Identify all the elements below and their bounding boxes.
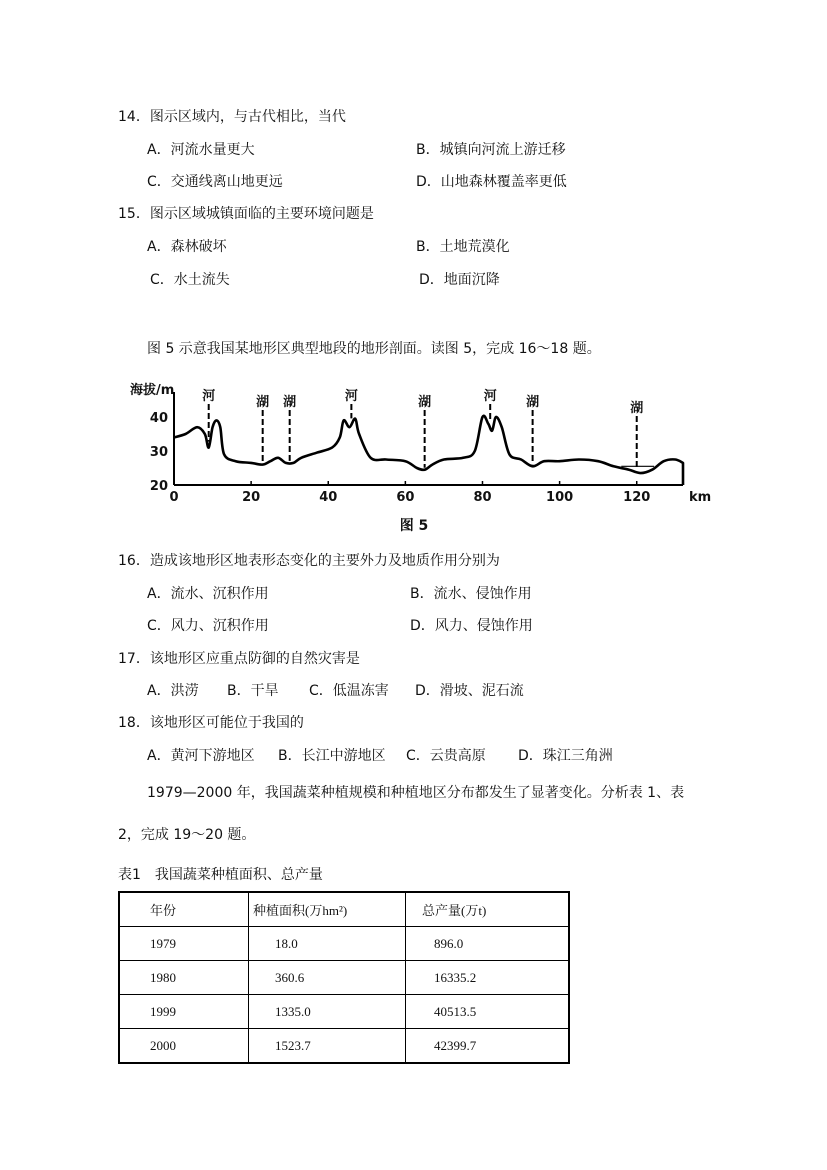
table-cell-area: 1335.0 [249, 995, 406, 1029]
lake-label: 湖 [418, 395, 432, 410]
river-label: 河 [202, 389, 216, 404]
q18-option-c: C．云贵高原 [406, 748, 486, 764]
q17-option-b: B．干旱 [227, 683, 279, 699]
table-row [119, 927, 569, 961]
q18-option-d: D．珠江三角洲 [518, 748, 613, 764]
q14-option-c: C．交通线离山地更远 [147, 174, 283, 190]
table-cell-year: 1979 [119, 927, 249, 961]
terrain-profile-chart [130, 378, 720, 538]
table-cell-area: 1523.7 [249, 1029, 406, 1064]
q15-stem: 15．图示区域城镇面临的主要环境问题是 [118, 206, 374, 222]
x-tick-label: 120 [623, 490, 651, 505]
terrain-profile-line [174, 416, 683, 485]
x-tick-label: 100 [546, 490, 574, 505]
y-tick-label: 40 [149, 411, 168, 426]
q16-option-d: D．风力、侵蚀作用 [410, 618, 533, 634]
figure5-caption: 图 5 [399, 518, 429, 534]
table-header-year: 年份 [119, 892, 249, 927]
x-tick-label: 60 [396, 490, 415, 505]
table-cell-year: 1999 [119, 995, 249, 1029]
river-label: 河 [483, 389, 497, 404]
table-row [119, 1029, 569, 1064]
x-tick-label: 0 [169, 490, 179, 505]
q18-option-a: A．黄河下游地区 [147, 748, 255, 764]
y-axis-label: 海拔/m [130, 383, 175, 398]
q18-stem: 18．该地形区可能位于我国的 [118, 715, 304, 731]
q14-stem: 14．图示区域内，与古代相比，当代 [118, 109, 346, 125]
table-cell-output: 16335.2 [406, 961, 570, 995]
table-intro-line1: 1979—2000 年，我国蔬菜种植规模和种植地区分布都发生了显著变化。分析表 1、表 [147, 785, 685, 801]
lake-label: 湖 [526, 395, 540, 410]
table-header-area: 种植面积(万hm²) [249, 892, 406, 927]
y-tick-label: 30 [149, 445, 168, 460]
q15-option-a: A．森林破坏 [147, 239, 227, 255]
y-tick-label: 20 [149, 479, 168, 494]
table-header-row [119, 892, 569, 927]
q15-option-d: D．地面沉降 [419, 272, 500, 288]
lake-label: 湖 [283, 395, 297, 410]
table1 [118, 891, 570, 1064]
table1-caption: 表1 我国蔬菜种植面积、总产量 [118, 867, 323, 883]
table-row [119, 995, 569, 1029]
q17-option-d: D．滑坡、泥石流 [415, 683, 524, 699]
q15-option-c: C．水土流失 [150, 272, 230, 288]
q14-option-d: D．山地森林覆盖率更低 [416, 174, 567, 190]
q17-option-c: C．低温冻害 [309, 683, 389, 699]
x-axis-unit: km [689, 490, 712, 505]
table-row [119, 961, 569, 995]
table-cell-year: 1980 [119, 961, 249, 995]
q18-option-b: B．长江中游地区 [278, 748, 386, 764]
x-tick-label: 40 [319, 490, 338, 505]
table-cell-area: 360.6 [249, 961, 406, 995]
q17-stem: 17．该地形区应重点防御的自然灾害是 [118, 651, 360, 667]
q14-option-a: A．河流水量更大 [147, 142, 255, 158]
table-cell-output: 896.0 [406, 927, 570, 961]
x-tick-label: 20 [242, 490, 261, 505]
q17-option-a: A．洪涝 [147, 683, 199, 699]
table-cell-area: 18.0 [249, 927, 406, 961]
x-tick-label: 80 [473, 490, 492, 505]
q16-option-c: C．风力、沉积作用 [147, 618, 269, 634]
table-header-output: 总产量(万t) [406, 892, 570, 927]
q16-option-a: A．流水、沉积作用 [147, 586, 269, 602]
q16-option-b: B．流水、侵蚀作用 [410, 586, 532, 602]
figure5-intro: 图 5 示意我国某地形区典型地段的地形剖面。读图 5，完成 16～18 题。 [147, 341, 601, 357]
lake-label: 湖 [256, 395, 270, 410]
q15-option-b: B．土地荒漠化 [416, 239, 510, 255]
table-cell-output: 42399.7 [406, 1029, 570, 1064]
table-cell-year: 2000 [119, 1029, 249, 1064]
table-cell-output: 40513.5 [406, 995, 570, 1029]
lake-label: 湖 [630, 401, 644, 416]
table-intro-line2: 2，完成 19～20 题。 [118, 827, 256, 843]
q16-stem: 16．造成该地形区地表形态变化的主要外力及地质作用分别为 [118, 553, 500, 569]
q14-option-b: B．城镇向河流上游迁移 [416, 142, 566, 158]
river-label: 河 [344, 389, 358, 404]
